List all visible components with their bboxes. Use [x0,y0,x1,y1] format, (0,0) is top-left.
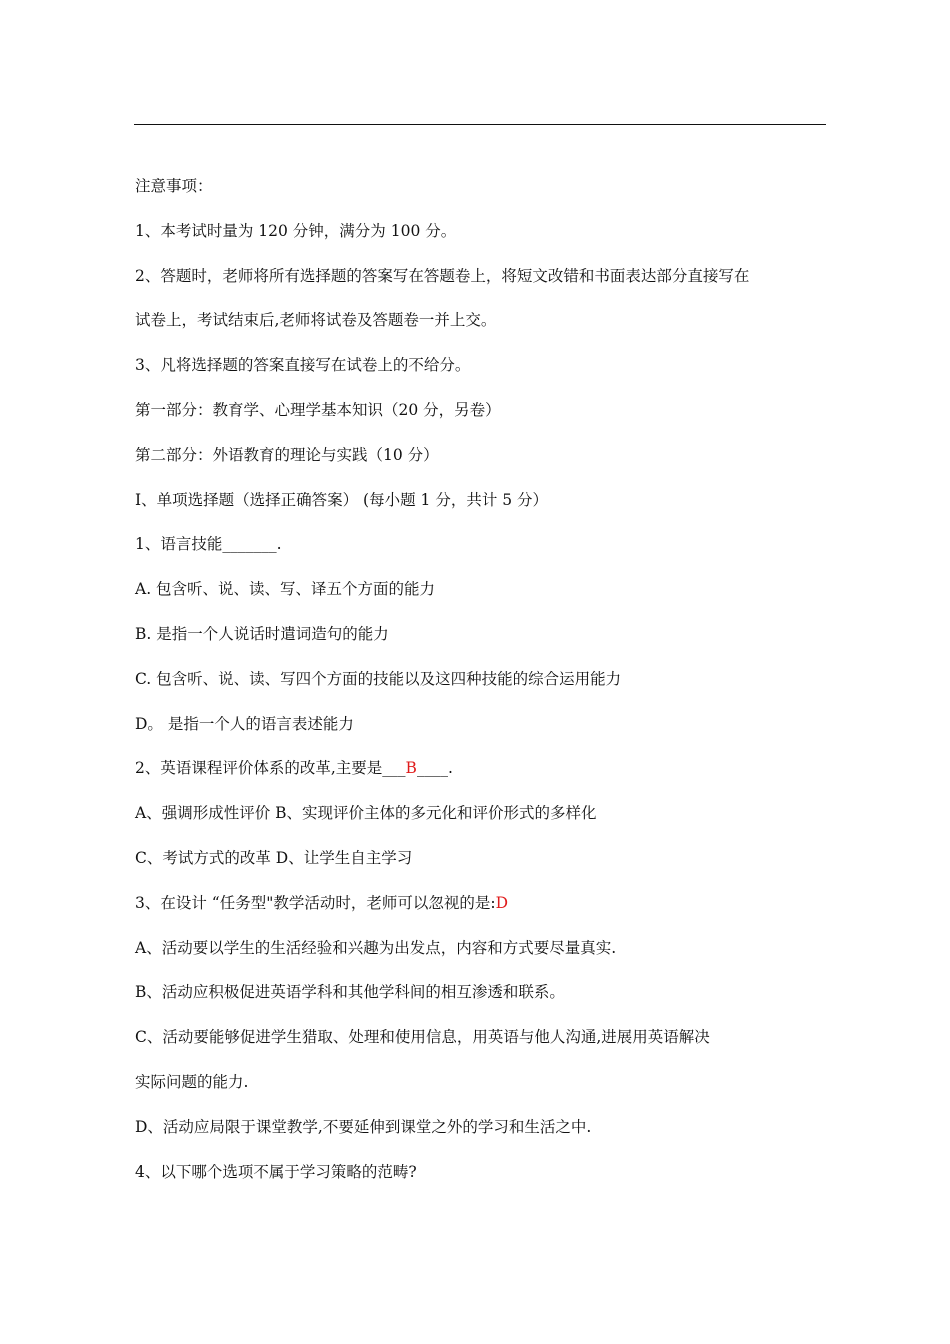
notice-item-2-line-2: 试卷上，考试结束后,老师将试卷及答题卷一并上交。 [135,311,497,330]
question-3-option-b: B、活动应积极促进英语学科和其他学科间的相互渗透和联系。 [135,983,565,1002]
question-2-stem [135,754,825,799]
question-3-stem-text: 3、在设计 “任务型"教学活动时，老师可以忽视的是: [135,893,496,912]
question-1-option-c: C. 包含听、说、读、写四个方面的技能以及这四种技能的综合运用能力 [135,669,622,688]
question-2-answer: B [405,759,417,778]
question-1-option-d: D。 是指一个人的语言表述能力 [135,714,354,733]
question-2-stem-text: 2、英语课程评价体系的改革,主要是___ [135,759,406,778]
notice-title: 注意事项： [135,177,213,195]
question-3-stem [135,889,825,934]
question-3-option-d: D、活动应局限于课堂教学,不要延伸到课堂之外的学习和生活之中. [135,1117,592,1136]
question-3-option-c-line-1: C、活动要能够促进学生猎取、处理和使用信息，用英语与他人沟通,进展用英语解决 [135,1028,710,1047]
part-one-heading: 第一部分：教育学、心理学基本知识（20 分，另卷） [135,400,501,419]
question-2-options-ab: A、强调形成性评价 B、实现评价主体的多元化和评价形式的多样化 [135,804,597,823]
document-body [135,172,825,1202]
question-1-option-a: A. 包含听、说、读、写、译五个方面的能力 [135,580,436,599]
question-4-stem: 4、以下哪个选项不属于学习策略的范畴? [135,1162,417,1181]
section-heading: I、单项选择题（选择正确答案） (每小题 1 分，共计 5 分） [135,490,549,509]
notice-item-1: 1、本考试时量为 120 分钟，满分为 100 分。 [135,221,457,240]
question-2-options-cd: C、考试方式的改革 D、让学生自主学习 [135,848,413,867]
notice-item-2-line-1: 2、答题时，老师将所有选择题的答案写在答题卷上，将短文改错和书面表达部分直接写在 [135,266,750,285]
part-two-heading: 第二部分：外语教育的理论与实践（10 分） [135,445,439,464]
notice-item-3: 3、凡将选择题的答案直接写在试卷上的不给分。 [135,356,471,375]
question-2-stem-blank: ____. [416,759,453,778]
question-3-answer: D [495,893,509,912]
question-3-option-c-line-2: 实际问题的能力. [135,1072,249,1091]
header-rule [134,124,826,125]
question-1-option-b: B. 是指一个人说话时遣词造句的能力 [135,624,389,643]
question-3-option-a: A、活动要以学生的生活经验和兴趣为出发点，内容和方式要尽量真实. [135,938,617,957]
question-1-stem: 1、语言技能_______. [135,535,282,554]
